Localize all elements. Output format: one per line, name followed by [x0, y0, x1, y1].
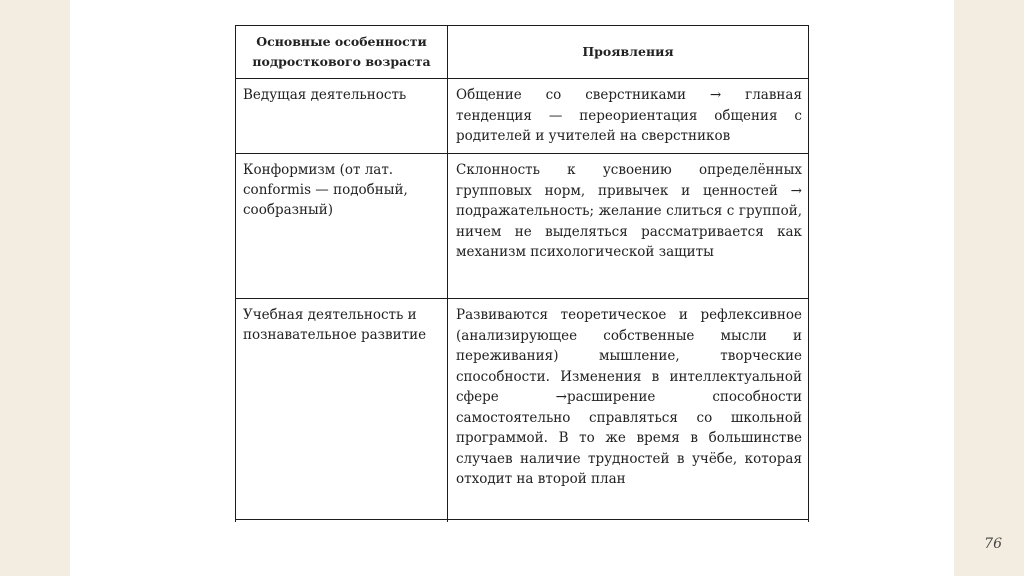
feature-cell: Учебная деятельность и познавательное развитие [236, 299, 448, 520]
table-header-row [236, 26, 809, 79]
table-continuation-row [236, 520, 809, 523]
table-row [236, 299, 809, 520]
page-number: 76 [984, 536, 1002, 552]
feature-cell: Конформизм (от лат. conformis — подобный, сообразный) [236, 154, 448, 299]
manifestation-cell: Склонность к усвоению определённых групповых норм, привычек и ценностей → подражательность; желание слиться с группой, ничем не выделяться рассматривается как механизм психологической защиты [448, 154, 809, 299]
table-row [236, 79, 809, 154]
continuation-cell [448, 520, 809, 523]
features-table [235, 25, 809, 522]
header-manifestations: Проявления [448, 26, 809, 79]
feature-cell: Ведущая деятельность [236, 79, 448, 154]
table-row [236, 154, 809, 299]
header-features: Основные особенности подросткового возраста [236, 26, 448, 79]
continuation-cell [236, 520, 448, 523]
manifestation-cell: Общение со сверстниками → главная тенденция — переориентация общения с родителей и учителей на сверстников [448, 79, 809, 154]
manifestation-cell: Развиваются теоретическое и рефлексивное (анализирующее собственные мысли и переживания) мышление, творческие способности. Изменения в интеллектуальной сфере →расширение способности самостоятельно справляться со школьной программой. В то же время в большинстве случаев наличие трудностей в учёбе, которая отходит на второй план [448, 299, 809, 520]
